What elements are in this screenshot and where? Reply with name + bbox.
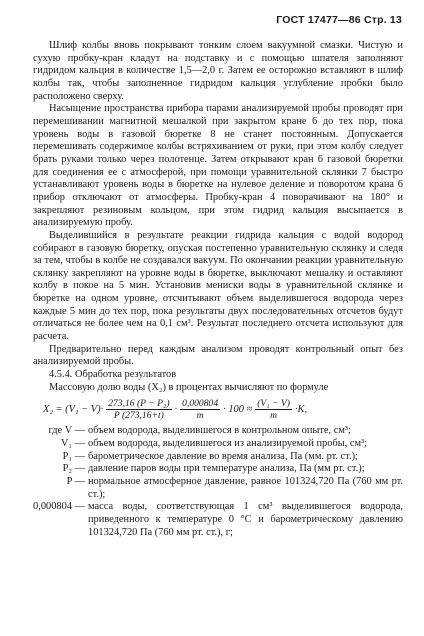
formula-fraction-2 [180, 398, 220, 421]
paragraph-4: Предварительно перед каждым анализом проводят контрольный опыт без анализируемой пробы. [33, 343, 403, 368]
legend-symbol: где V — [48, 425, 85, 437]
legend-row [33, 476, 403, 501]
formula-mult: · [174, 403, 178, 415]
legend-text: объем водорода, выделившегося в контрольном опыте, см³; [88, 425, 351, 437]
legend-row [33, 438, 403, 451]
section-title: 4.5.4. Обработка результатов [49, 369, 177, 381]
legend-row [33, 425, 403, 438]
formula-legend [33, 425, 403, 539]
formula-fraction-1 [106, 398, 171, 421]
fraction-3-denominator: m [270, 410, 278, 422]
legend-row [33, 501, 403, 539]
document-body [33, 40, 403, 539]
page-header: ГОСТ 17477—86 Стр. 13 [276, 14, 402, 26]
fraction-2-numerator: 0,000804 [182, 398, 219, 410]
formula-lhs: X₂ = (V₁ − V)· [43, 403, 104, 415]
legend-row [33, 451, 403, 464]
formula-mid: · 100 ≈ [223, 403, 253, 415]
paragraph-1: Шлиф колбы вновь покрывают тонким слоем вакуумной смазки. Чистую и сухую пробку-кран кладут на подставку и с помощью шпателя заполняют гидридом кальция в количестве 1,5—2,0 г. Затем ее осторожно вставляют в шлиф колбы так, чтобы заполненное гидридом кальция углубление пробки было расположено сверху. [33, 40, 403, 102]
paragraph-2: Насыщение пространства прибора парами анализируемой пробы проводят при перемешивании магнитной мешалкой при закрытом кране 6 до тех пор, пока уровень воды в газовой бюретке 8 не станет постоянным. Допускается перемешивать содержимое колбы встряхиванием от руки, при этом колбу следует брать руками только через полотенце. Затем открывают кран 6 газовой бюретки для соединения ее с атмосферой, при помощи уравнительной склянки 7 быстро устанавливают уровень воды в бюретке на нулевое деление и поворотом крана 6 прибор отключают от атмосферы. Пробку-кран 4 поворачивают на 180° и закрепляют резиновым кольцом, при этом гидрид кальция высыпается в анализируемую пробу. [33, 103, 403, 229]
legend-text: масса воды, соответствующая 1 см³ выделившегося водорода, приведенного к температуре 0 °С и барометрическому давлению 101324,720 Па (760 мм рт. ст.), г; [88, 501, 403, 538]
paragraph-3: Выделившийся в результате реакции гидрида кальция с водой водород собирают в газовую бюретку, опуская постепенно уравнительную склянку и следя за тем, чтобы в колбе не создавался вакуум. По окончании реакции уравнительную склянку закрепляют на уровне воды в бюретке, выключают мешалку и оставляют колбу в покое на 5 мин. Установив мениски воды в уравнительной склянке и бюретке на одном уровне, отсчитывают объем выделившегося водорода через каждые 5 мин до тех пор, пока результаты двух последовательных отсчетов будут отличаться не более чем на 0,1 см³. Результат последнего отсчета используют для расчета. [33, 229, 403, 343]
legend-symbol: P₂ — [62, 463, 85, 475]
legend-text: давление паров воды при температуре анализа, Па (мм рт. ст.); [88, 463, 365, 475]
formula-intro: Массовую долю воды (X₂) в процентах вычисляют по формуле [49, 381, 329, 393]
formula-fraction-3 [255, 398, 292, 421]
legend-symbol: P — [66, 476, 85, 487]
legend-symbol: 0,000804 — [33, 501, 85, 513]
legend-symbol: V₁ — [60, 438, 85, 450]
formula-tail: ·K, [294, 403, 308, 415]
formula [43, 398, 403, 421]
legend-text: барометрическое давление во время анализа, Па (мм. рт. ст.); [88, 450, 358, 462]
legend-text: объем водорода, выделившегося из анализируемой пробы, см³; [88, 438, 368, 450]
fraction-2-denominator: m [196, 410, 204, 422]
legend-row [33, 463, 403, 476]
legend-text: нормальное атмосферное давление, равное 101324,720 Па (760 мм рт. ст.); [88, 476, 403, 500]
legend-symbol: P₁ — [62, 450, 85, 462]
fraction-3-numerator: (V₁ − V) [257, 398, 290, 410]
fraction-1-denominator: P (273,16+t) [113, 410, 164, 422]
fraction-1-numerator: 273,16 (P − P₂) [108, 398, 170, 410]
